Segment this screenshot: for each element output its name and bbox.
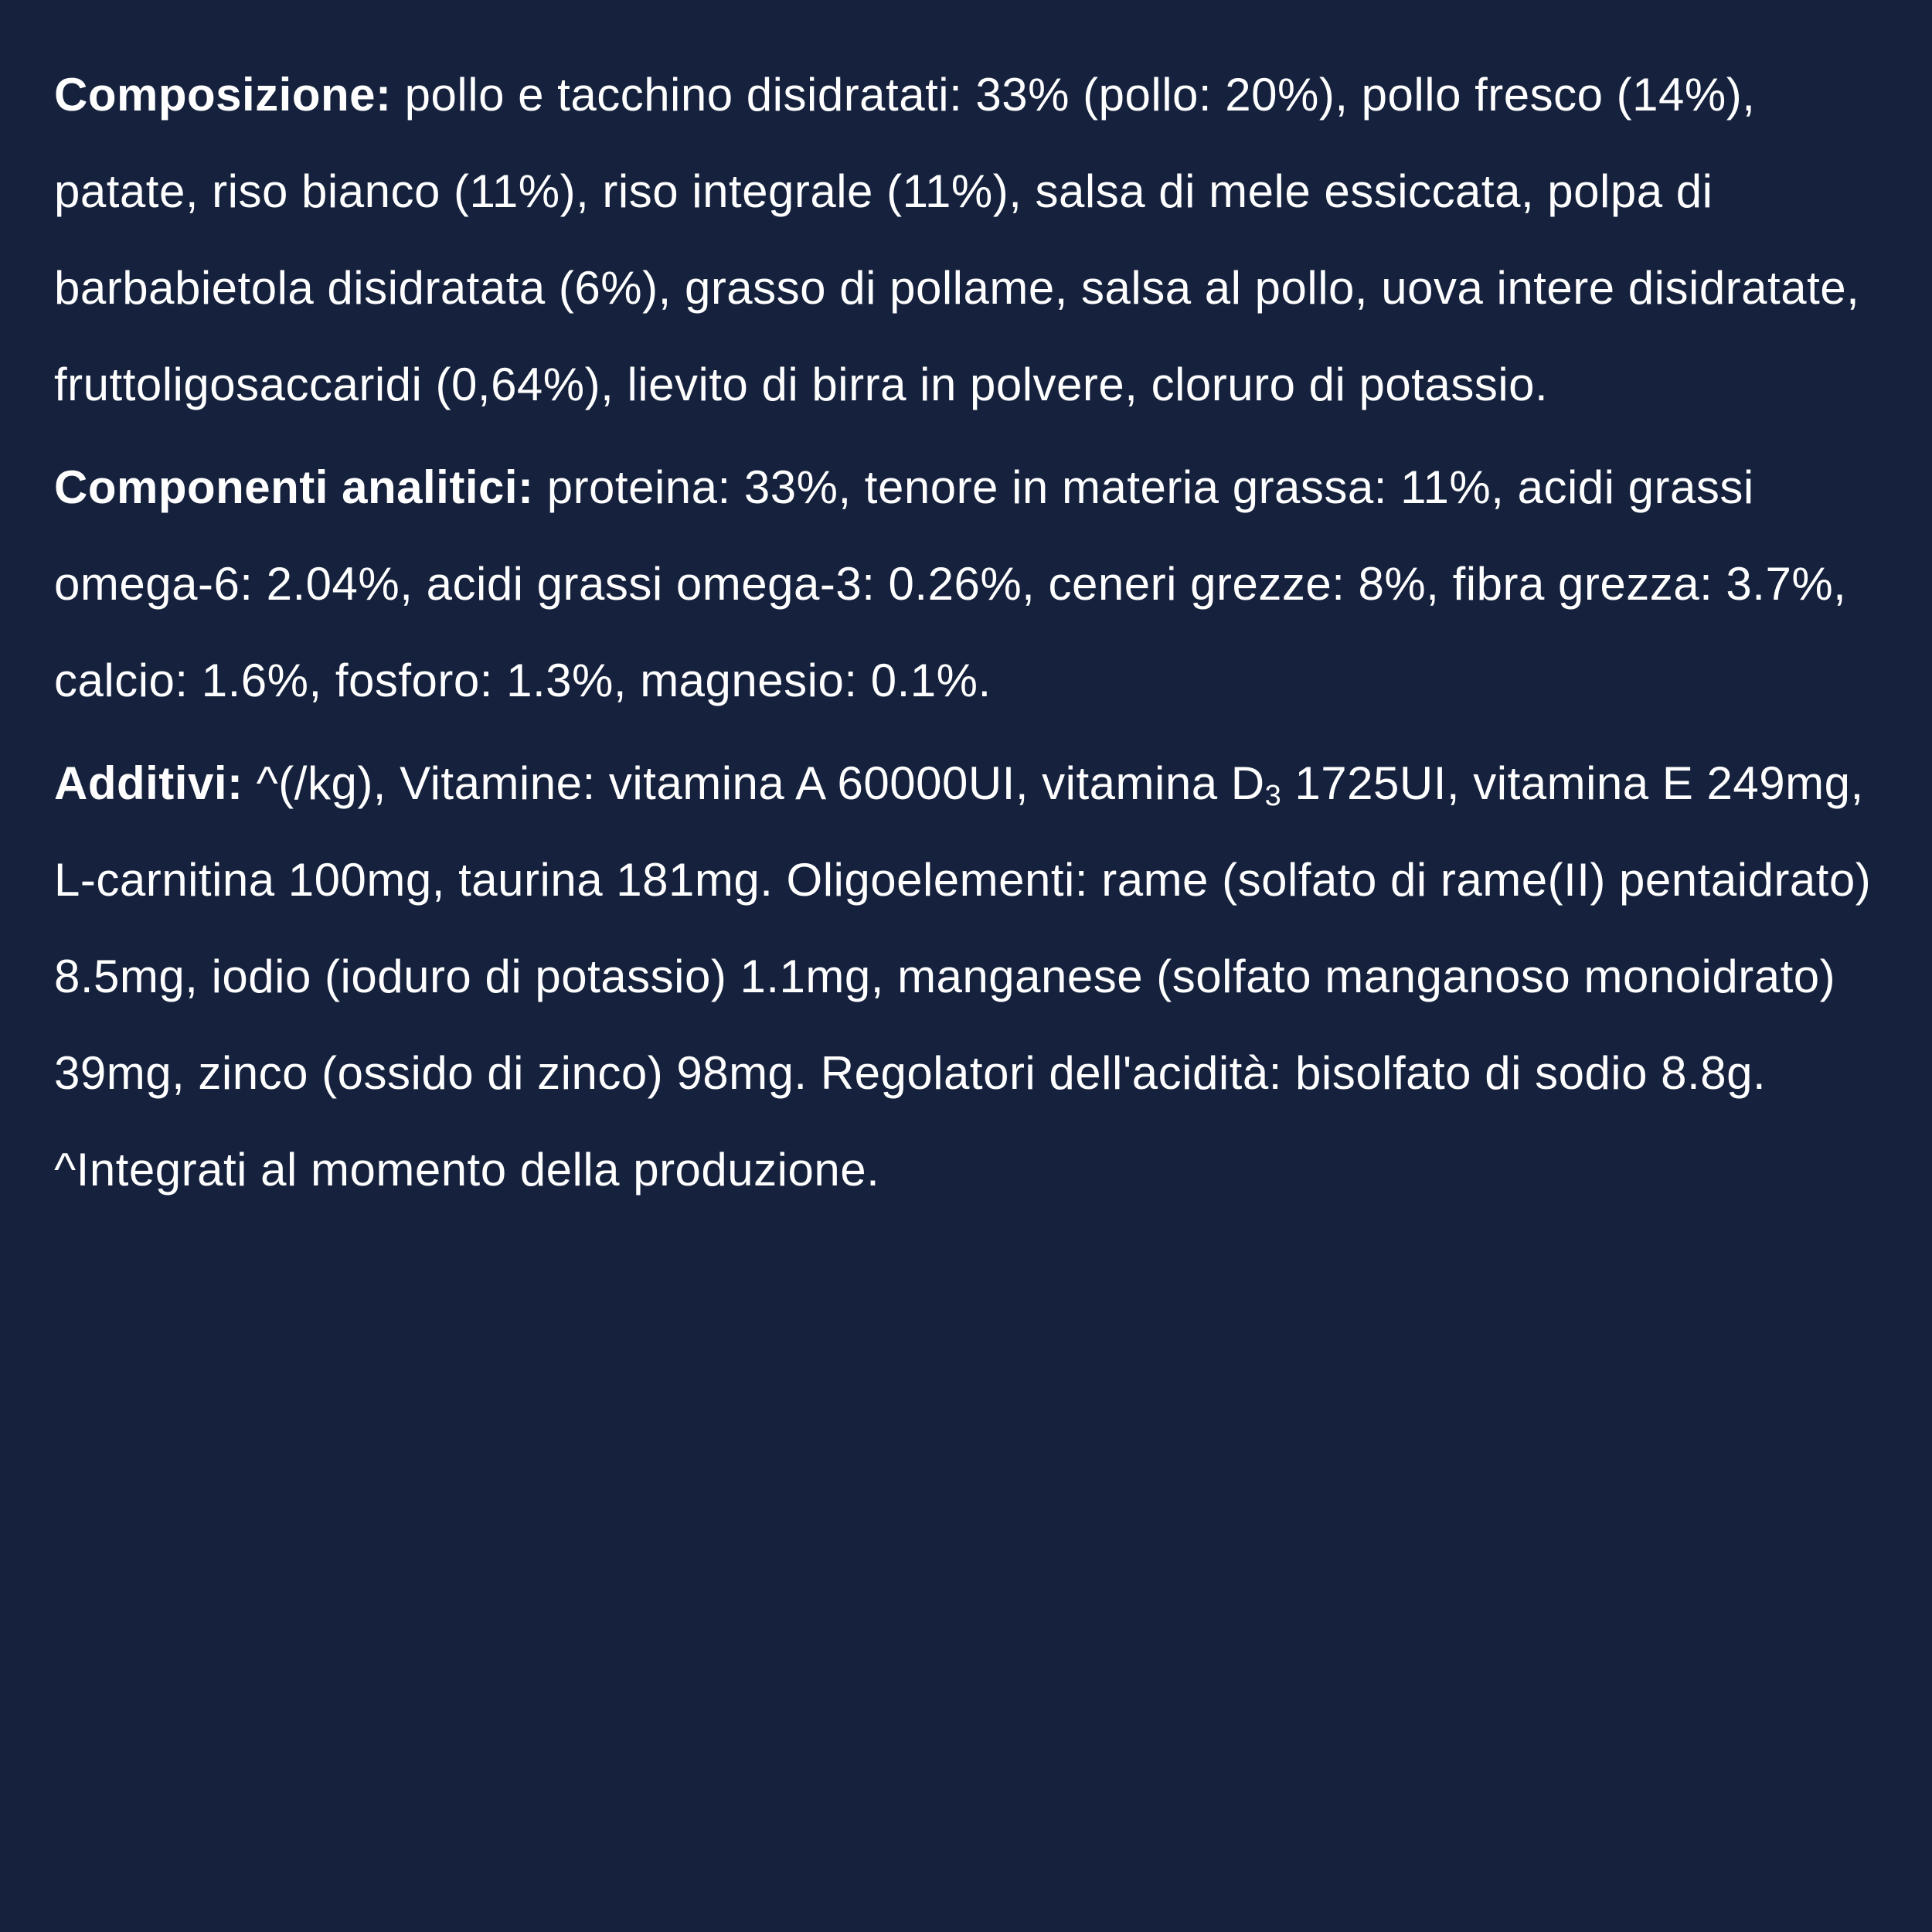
composition-label: Composizione: (54, 69, 392, 121)
analytical-components-text: proteina: 33%, tenore in materia grassa: 11%, acidi grassi omega-6: 2.04%, acidi grassi omega-3: 0.26%, ceneri grezze: 8%, fibra grezza: 3.7%, calcio: 1.6%, fosforo: 1.3%, magnesio: 0.1%. (54, 461, 1847, 706)
analytical-components-section (54, 439, 1893, 729)
composition-section (54, 46, 1893, 433)
analytical-components-label: Componenti analitici: (54, 461, 534, 513)
vitamin-d-subscript: 3 (1264, 780, 1282, 812)
additives-label: Additivi: (54, 757, 243, 809)
additives-text-start: ^(/kg), Vitamine: vitamina A 60000UI, vitamina D (256, 757, 1265, 809)
additives-section (54, 735, 1893, 1218)
additives-text-end: 1725UI, vitamina E 249mg, L-carnitina 100mg, taurina 181mg. Oligoelementi: rame (solfato di rame(II) pentaidrato) 8.5mg, iodio (ioduro di potassio) 1.1mg, manganese (solfato manganoso monoidrato) 39mg, zinco (ossido di zinco) 98mg. Regolatori dell'acidità: bisolfato di sodio 8.8g. ^Integrati al momento della produzione. (54, 757, 1872, 1196)
composition-text: pollo e tacchino disidratati: 33% (pollo: 20%), pollo fresco (14%), patate, riso bianco (11%), riso integrale (11%), salsa di mele essiccata, polpa di barbabietola disidratata (6%), grasso di pollame, salsa al pollo, uova intere disidratate, fruttoligosaccaridi (0,64%), lievito di birra in polvere, cloruro di potassio. (54, 69, 1860, 410)
nutrition-info-panel (54, 46, 1893, 1218)
